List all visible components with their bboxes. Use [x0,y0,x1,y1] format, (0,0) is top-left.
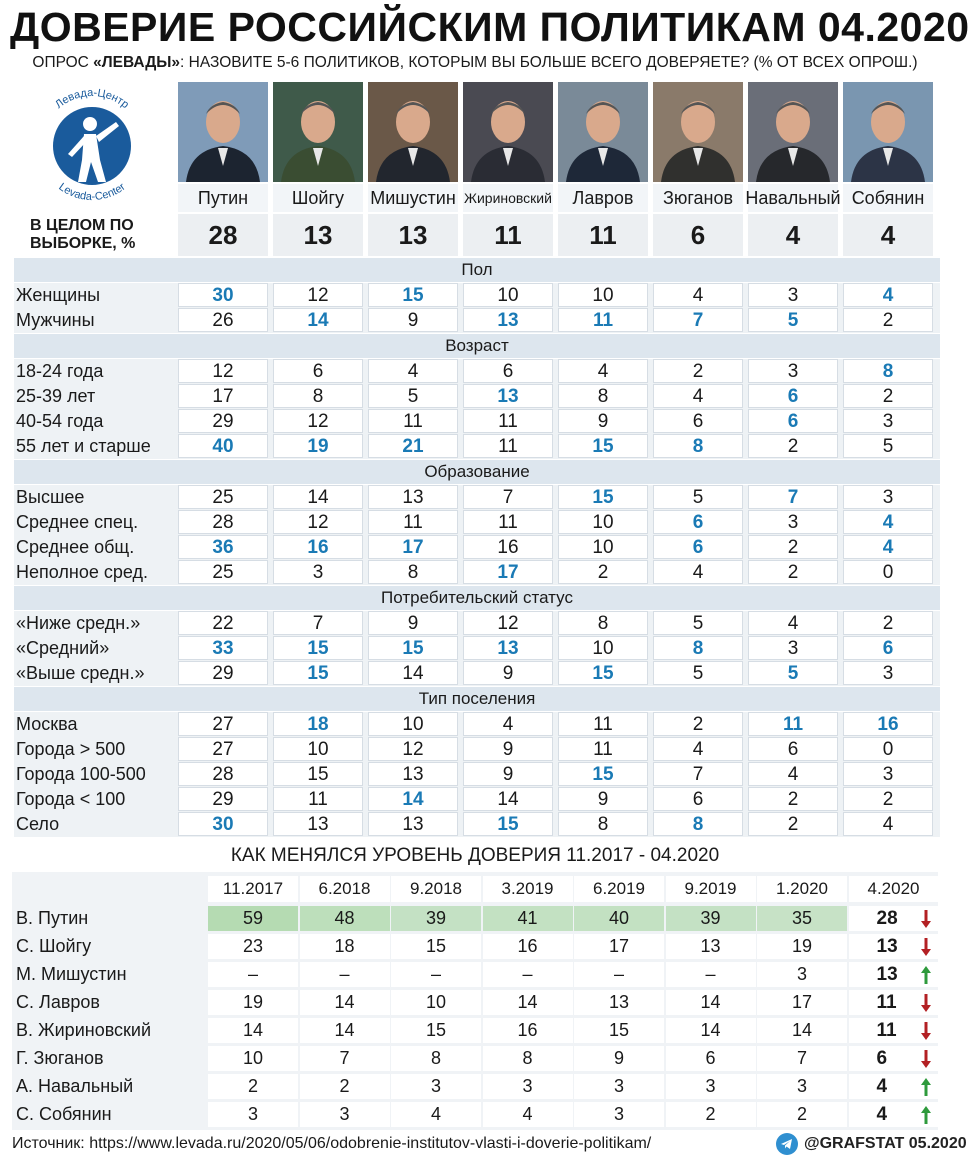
data-cell: 2 [558,560,648,584]
data-cell: 16 [463,535,553,559]
data-cell: 6 [843,636,933,660]
data-cell: 6 [748,737,838,761]
value-cell: 3 [300,1102,390,1127]
data-cell: 2 [843,787,933,811]
total-value: 11 [558,214,648,256]
row-label: 55 лет и старше [16,436,151,456]
politician-name: Жириновский [463,184,553,212]
value-cell: 23 [208,934,298,959]
period-header: 6.2018 [300,876,390,902]
value-cell: 2 [757,1102,847,1127]
period-header: 6.2019 [574,876,664,902]
data-cell: 9 [463,661,553,685]
data-cell: 0 [843,737,933,761]
data-cell: 10 [558,283,648,307]
value-cell: 17 [757,990,847,1015]
subtitle-prefix: ОПРОС [32,54,94,71]
value-cell: 19 [208,990,298,1015]
data-cell: 11 [463,409,553,433]
photo-6 [653,82,743,182]
data-cell: 12 [178,359,268,383]
section-header: Возраст [14,334,940,358]
data-cell: 11 [748,712,838,736]
data-cell: 15 [558,485,648,509]
politician-name: Шойгу [273,184,363,212]
data-cell: 8 [653,636,743,660]
politician-label: В. Жириновский [16,1020,152,1040]
politician-name: Путин [178,184,268,212]
data-cell: 4 [653,283,743,307]
total-value: 13 [273,214,363,256]
telegram-icon [776,1133,798,1155]
value-cell: 10 [208,1046,298,1071]
value-cell: – [300,962,390,987]
logo-text-bottom: Levada-Center [56,180,128,204]
data-cell: 11 [368,510,458,534]
value-cell: 4 [849,1102,939,1127]
data-cell: 7 [463,485,553,509]
total-value: 6 [653,214,743,256]
row-label: «Выше средн.» [16,663,145,683]
data-cell: 2 [843,611,933,635]
data-cell: 3 [748,636,838,660]
value-cell: 8 [391,1046,481,1071]
total-value: 4 [843,214,933,256]
total-value: 4 [748,214,838,256]
data-cell: 2 [843,384,933,408]
total-value: 13 [368,214,458,256]
total-value: 11 [463,214,553,256]
data-cell: 5 [653,611,743,635]
row-label: Мужчины [16,310,95,330]
data-cell: 11 [463,434,553,458]
value-cell: – [483,962,573,987]
value-cell: 8 [483,1046,573,1071]
page-title: ДОВЕРИЕ РОССИЙСКИМ ПОЛИТИКАМ 04.2020 [10,4,970,50]
row-label: 40-54 года [16,411,104,431]
value-cell: 7 [300,1046,390,1071]
data-cell: 10 [558,535,648,559]
value-cell: 10 [391,990,481,1015]
value-cell: 14 [757,1018,847,1043]
photo-2 [273,82,363,182]
data-cell: 15 [558,434,648,458]
data-cell: 10 [558,636,648,660]
value-cell: 13 [574,990,664,1015]
value-cell: 16 [483,1018,573,1043]
arrow-up-icon [921,966,931,984]
data-cell: 6 [653,409,743,433]
data-cell: 29 [178,661,268,685]
data-cell: 2 [748,535,838,559]
data-cell: 4 [843,283,933,307]
value-cell: 9 [574,1046,664,1071]
section-header: Пол [14,258,940,282]
data-cell: 25 [178,560,268,584]
data-cell: 3 [748,359,838,383]
data-cell: 3 [843,485,933,509]
data-cell: 3 [273,560,363,584]
data-cell: 4 [843,812,933,836]
row-label: Москва [16,714,78,734]
data-cell: 15 [273,636,363,660]
data-cell: 19 [273,434,363,458]
value-cell: 14 [666,1018,756,1043]
data-cell: 15 [273,661,363,685]
value-cell: 3 [574,1102,664,1127]
data-cell: 4 [748,762,838,786]
politician-label: В. Путин [16,908,89,928]
period-header: 4.2020 [849,876,939,902]
data-cell: 0 [843,560,933,584]
data-cell: 11 [368,409,458,433]
data-cell: 4 [843,535,933,559]
data-cell: 5 [368,384,458,408]
data-cell: 13 [463,308,553,332]
value-cell: 6 [666,1046,756,1071]
row-label: Города 100-500 [16,764,146,784]
value-cell: 3 [757,962,847,987]
data-cell: 14 [273,485,363,509]
data-cell: 3 [748,283,838,307]
data-cell: 3 [843,661,933,685]
data-cell: 6 [748,384,838,408]
value-cell: 35 [757,906,847,931]
arrow-down-icon [921,1050,931,1068]
row-label: 25-39 лет [16,386,96,406]
period-header: 9.2019 [666,876,756,902]
data-cell: 9 [463,737,553,761]
data-cell: 18 [273,712,363,736]
value-cell: 13 [666,934,756,959]
photo-8 [843,82,933,182]
data-cell: 5 [748,308,838,332]
data-cell: 17 [463,560,553,584]
data-cell: 29 [178,787,268,811]
politician-name: Лавров [558,184,648,212]
data-cell: 21 [368,434,458,458]
value-cell: 4 [483,1102,573,1127]
data-cell: 13 [463,636,553,660]
row-label: Женщины [16,285,101,305]
data-cell: 22 [178,611,268,635]
value-cell: 14 [300,1018,390,1043]
data-cell: 17 [368,535,458,559]
photo-7 [748,82,838,182]
data-cell: 6 [748,409,838,433]
value-cell: 6 [849,1046,939,1071]
arrow-up-icon [921,1106,931,1124]
data-cell: 10 [273,737,363,761]
data-cell: 15 [368,283,458,307]
section-header: Образование [14,460,940,484]
logo-text-top: Левада-Центр [53,86,131,112]
data-cell: 10 [558,510,648,534]
data-cell: 25 [178,485,268,509]
total-label: В ЦЕЛОМ ПО ВЫБОРКЕ, % [30,217,136,252]
data-cell: 14 [463,787,553,811]
row-label: Село [16,814,60,834]
data-cell: 2 [748,560,838,584]
arrow-down-icon [921,994,931,1012]
data-cell: 9 [558,409,648,433]
subtitle-org: «ЛЕВАДЫ» [93,54,181,71]
subtitle [10,54,940,72]
politician-name: Собянин [843,184,933,212]
politician-name: Зюганов [653,184,743,212]
data-cell: 6 [653,535,743,559]
data-cell: 8 [843,359,933,383]
data-cell: 27 [178,712,268,736]
value-cell: 15 [574,1018,664,1043]
politician-label: С. Шойгу [16,936,92,956]
section-header: Потребительский статус [14,586,940,610]
data-cell: 8 [558,611,648,635]
data-cell: 9 [368,611,458,635]
data-cell: 28 [178,762,268,786]
arrow-down-icon [921,1022,931,1040]
data-cell: 40 [178,434,268,458]
value-cell: 15 [391,1018,481,1043]
value-cell: 7 [757,1046,847,1071]
value-cell: 39 [391,906,481,931]
data-cell: 12 [463,611,553,635]
value-cell: 4 [849,1074,939,1099]
politician-label: А. Навальный [16,1076,134,1096]
data-cell: 29 [178,409,268,433]
data-cell: 2 [748,812,838,836]
value-cell: 2 [666,1102,756,1127]
value-cell: 13 [849,962,939,987]
data-cell: 7 [748,485,838,509]
value-cell: 3 [666,1074,756,1099]
value-cell: 59 [208,906,298,931]
total-value: 28 [178,214,268,256]
data-cell: 3 [748,510,838,534]
data-cell: 13 [368,485,458,509]
data-cell: 9 [558,787,648,811]
data-cell: 6 [463,359,553,383]
politician-label: С. Собянин [16,1104,112,1124]
politician-name: Навальный [748,184,838,212]
data-cell: 4 [463,712,553,736]
data-cell: 8 [273,384,363,408]
levada-logo [28,82,156,210]
data-cell: 10 [463,283,553,307]
data-cell: 11 [273,787,363,811]
value-cell: – [391,962,481,987]
data-cell: 5 [843,434,933,458]
brand [776,1133,967,1155]
row-label: Высшее [16,487,85,507]
value-cell: 11 [849,990,939,1015]
arrow-up-icon [921,1078,931,1096]
photo-3 [368,82,458,182]
data-cell: 12 [368,737,458,761]
data-cell: 36 [178,535,268,559]
photo-5 [558,82,648,182]
data-cell: 13 [368,762,458,786]
politician-name: Мишустин [368,184,458,212]
row-label: Города < 100 [16,789,126,809]
data-cell: 17 [178,384,268,408]
data-cell: 15 [463,812,553,836]
data-cell: 4 [843,510,933,534]
arrow-down-icon [921,938,931,956]
data-cell: 4 [558,359,648,383]
value-cell: 3 [208,1102,298,1127]
data-cell: 4 [653,737,743,761]
data-cell: 26 [178,308,268,332]
data-cell: 2 [653,712,743,736]
row-label: Среднее общ. [16,537,135,557]
data-cell: 7 [273,611,363,635]
politician-label: М. Мишустин [16,964,127,984]
data-cell: 15 [558,762,648,786]
row-label: «Средний» [16,638,110,658]
value-cell: 4 [391,1102,481,1127]
row-label: «Ниже средн.» [16,613,141,633]
data-cell: 9 [463,762,553,786]
data-cell: 30 [178,812,268,836]
data-cell: 2 [653,359,743,383]
data-cell: 15 [558,661,648,685]
data-cell: 11 [558,308,648,332]
data-cell: 13 [463,384,553,408]
data-cell: 4 [653,384,743,408]
row-label: Неполное сред. [16,562,148,582]
arrow-down-icon [921,910,931,928]
data-cell: 8 [653,434,743,458]
subtitle-question: : НАЗОВИТЕ 5-6 ПОЛИТИКОВ, КОТОРЫМ ВЫ БОЛЬШЕ ВСЕГО ДОВЕРЯЕТЕ? (% ОТ ВСЕХ ОПРОШ.) [180,54,918,71]
data-cell: 10 [368,712,458,736]
value-cell: 16 [483,934,573,959]
data-cell: 2 [843,308,933,332]
value-cell: 3 [574,1074,664,1099]
data-cell: 2 [748,787,838,811]
value-cell: – [208,962,298,987]
photo-1 [178,82,268,182]
value-cell: 17 [574,934,664,959]
data-cell: 4 [368,359,458,383]
data-cell: 16 [273,535,363,559]
data-cell: 6 [653,510,743,534]
data-cell: 8 [368,560,458,584]
data-cell: 2 [748,434,838,458]
value-cell: 48 [300,906,390,931]
data-cell: 5 [748,661,838,685]
data-cell: 3 [843,762,933,786]
data-cell: 13 [368,812,458,836]
data-cell: 12 [273,409,363,433]
politician-label: С. Лавров [16,992,100,1012]
period-header: 9.2018 [391,876,481,902]
data-cell: 12 [273,283,363,307]
period-header: 3.2019 [483,876,573,902]
data-cell: 11 [463,510,553,534]
trend-table-title: КАК МЕНЯЛСЯ УРОВЕНЬ ДОВЕРИЯ 11.2017 - 04.2020 [230,845,720,866]
data-cell: 8 [558,812,648,836]
data-cell: 30 [178,283,268,307]
data-cell: 3 [843,409,933,433]
data-cell: 14 [273,308,363,332]
value-cell: 28 [849,906,939,931]
value-cell: 39 [666,906,756,931]
data-cell: 5 [653,661,743,685]
value-cell: 3 [483,1074,573,1099]
data-cell: 28 [178,510,268,534]
value-cell: 14 [300,990,390,1015]
value-cell: 3 [757,1074,847,1099]
data-cell: 7 [653,308,743,332]
value-cell: 19 [757,934,847,959]
politician-label: Г. Зюганов [16,1048,104,1068]
data-cell: 14 [368,661,458,685]
row-label: Города > 500 [16,739,126,759]
value-cell: 2 [208,1074,298,1099]
photo-4 [463,82,553,182]
data-cell: 11 [558,712,648,736]
data-cell: 27 [178,737,268,761]
data-cell: 33 [178,636,268,660]
value-cell: – [666,962,756,987]
period-header: 11.2017 [208,876,298,902]
brand-text: @GRAFSTAT 05.2020 [804,1135,967,1152]
value-cell: 15 [391,934,481,959]
section-header: Тип поселения [14,687,940,711]
data-cell: 8 [653,812,743,836]
data-cell: 14 [368,787,458,811]
data-cell: 4 [748,611,838,635]
data-cell: 7 [653,762,743,786]
data-cell: 15 [273,762,363,786]
data-cell: 9 [368,308,458,332]
data-cell: 6 [273,359,363,383]
data-cell: 12 [273,510,363,534]
value-cell: 14 [208,1018,298,1043]
source-text: Источник: https://www.levada.ru/2020/05/06/odobrenie-institutov-vlasti-i-doverie-politikam/ [12,1135,652,1152]
value-cell: 40 [574,906,664,931]
data-cell: 5 [653,485,743,509]
row-label: Среднее спец. [16,512,139,532]
row-label: 18-24 года [16,361,104,381]
value-cell: 18 [300,934,390,959]
data-cell: 13 [273,812,363,836]
value-cell: 11 [849,1018,939,1043]
data-cell: 6 [653,787,743,811]
value-cell: 14 [483,990,573,1015]
value-cell: 13 [849,934,939,959]
data-cell: 8 [558,384,648,408]
data-cell: 15 [368,636,458,660]
value-cell: 41 [483,906,573,931]
value-cell: – [574,962,664,987]
value-cell: 2 [300,1074,390,1099]
data-cell: 4 [653,560,743,584]
period-header: 1.2020 [757,876,847,902]
data-cell: 11 [558,737,648,761]
data-cell: 16 [843,712,933,736]
value-cell: 14 [666,990,756,1015]
value-cell: 3 [391,1074,481,1099]
